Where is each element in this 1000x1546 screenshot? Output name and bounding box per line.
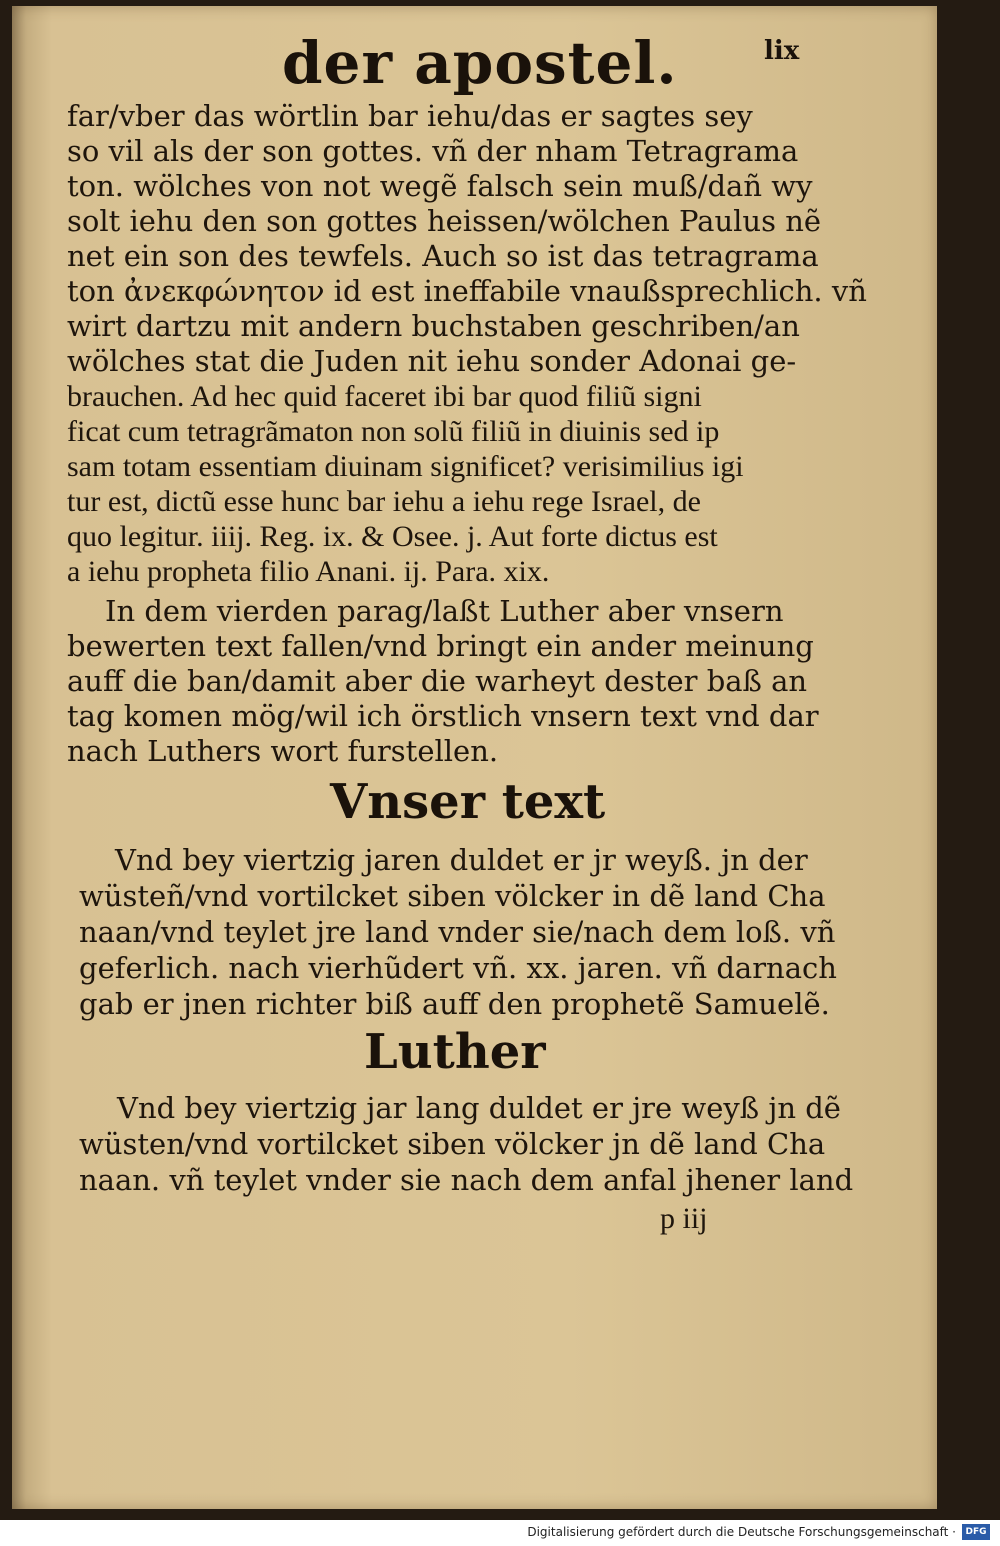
text-line: wirt dartzu mit andern buchstaben geschriben/an xyxy=(67,309,800,343)
text-line: Vnd bey viertzig jaren duldet er jr weyß. jn der xyxy=(115,843,808,877)
text-line: quo legitur. iiij. Reg. ix. & Osee. j. Aut forte dictus est xyxy=(67,520,718,553)
text-line: net ein son des tewfels. Auch so ist das tetragrama xyxy=(67,239,819,273)
signature-mark: p iij xyxy=(660,1202,708,1235)
text-line: ficat cum tetragrãmaton non solũ filiũ in diuinis sed ip xyxy=(67,415,720,448)
text-line: nach Luthers wort furstellen. xyxy=(67,734,499,768)
text-line: sam totam essentiam diuinam significet? verisimilius igi xyxy=(67,450,744,483)
text-line: tur est, dictũ esse hunc bar iehu a iehu rege Israel, de xyxy=(67,485,701,518)
text-line: Vnd bey viertzig jar lang duldet er jre weyß jn dẽ xyxy=(117,1091,841,1125)
funding-credit: Digitalisierung gefördert durch die Deutsche Forschungsgemeinschaft · xyxy=(527,1525,956,1539)
text-line: a iehu propheta filio Anani. ij. Para. xix. xyxy=(67,555,550,588)
dfg-logo-icon[interactable]: DFG xyxy=(962,1524,990,1540)
text-line: wüsteñ/vnd vortilcket siben völcker in dẽ land Cha xyxy=(79,879,826,913)
text-line: wölches stat die Juden nit iehu sonder Adonai ge- xyxy=(67,344,797,378)
text-line: naan. vñ teylet vnder sie nach dem anfal jhener land xyxy=(79,1163,854,1197)
footer-bar xyxy=(0,1520,1000,1546)
heading-luther: Luther xyxy=(364,1024,546,1080)
text-line: brauchen. Ad hec quid faceret ibi bar quod filiũ signi xyxy=(67,380,702,413)
text-line: tag komen mög/wil ich örstlich vnsern text vnd dar xyxy=(67,699,819,733)
text-line: ton. wölches von not wegẽ falsch sein muß/dañ wy xyxy=(67,169,813,203)
text-line: bewerten text fallen/vnd bringt ein ander meinung xyxy=(67,629,814,663)
text-line: naan/vnd teylet jre land vnder sie/nach dem loß. vñ xyxy=(79,915,836,949)
text-line: auff die ban/damit aber die warheyt dester baß an xyxy=(67,664,808,698)
text-line: ton ἀνεκφώνητον id est ineffabile vnaußsprechlich. vñ xyxy=(67,274,867,308)
folio-number: lix xyxy=(764,36,800,66)
text-line: solt iehu den son gottes heissen/wölchen Paulus nẽ xyxy=(67,204,822,238)
heading-vnser-text: Vnser text xyxy=(330,774,606,830)
text-line: far/vber das wörtlin bar iehu/das er sagtes sey xyxy=(67,99,753,133)
text-line: geferlich. nach vierhũdert vñ. xx. jaren. vñ darnach xyxy=(79,951,837,985)
text-line: gab er jnen richter biß auff den prophetẽ Samuelẽ. xyxy=(79,987,830,1021)
text-line: In dem vierden parag/laßt Luther aber vnsern xyxy=(105,594,784,628)
text-line: so vil als der son gottes. vñ der nham Tetragrama xyxy=(67,134,799,168)
book-page xyxy=(12,6,937,1509)
text-line: wüsten/vnd vortilcket siben völcker jn dẽ land Cha xyxy=(79,1127,826,1161)
running-title: der apostel. xyxy=(282,29,678,97)
